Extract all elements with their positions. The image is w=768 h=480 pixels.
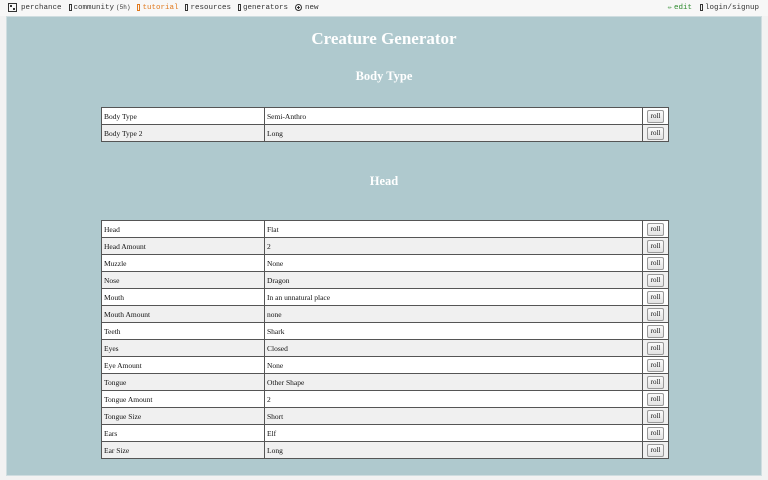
table-row	[102, 238, 669, 255]
nav-community[interactable]	[69, 4, 131, 12]
head-table	[101, 220, 669, 459]
nav-edit[interactable]	[668, 3, 692, 12]
row-value: 2	[265, 238, 643, 255]
roll-button[interactable]: roll	[647, 257, 665, 270]
roll-button[interactable]: roll	[647, 274, 665, 287]
nav-resources-label: resources	[190, 3, 231, 12]
table-row	[102, 408, 669, 425]
table-row	[102, 425, 669, 442]
roll-button[interactable]: roll	[647, 376, 665, 389]
roll-button[interactable]: roll	[647, 110, 665, 123]
nav-new[interactable]	[295, 4, 319, 12]
row-name: Tongue Amount	[102, 391, 265, 408]
row-value: Closed	[265, 340, 643, 357]
row-name: Head Amount	[102, 238, 265, 255]
nav-perchance[interactable]	[8, 3, 62, 12]
row-value: Long	[265, 442, 643, 459]
row-name: Tongue Size	[102, 408, 265, 425]
row-value: Shark	[265, 323, 643, 340]
table-row	[102, 306, 669, 323]
table-row	[102, 108, 669, 125]
table-row	[102, 442, 669, 459]
nav-resources[interactable]	[185, 4, 231, 12]
generators-icon	[238, 4, 241, 11]
nav-tutorial[interactable]	[137, 4, 178, 12]
roll-button[interactable]: roll	[647, 410, 665, 423]
row-name: Teeth	[102, 323, 265, 340]
row-value: Semi-Anthro	[265, 108, 643, 125]
row-value: 2	[265, 391, 643, 408]
roll-button[interactable]: roll	[647, 223, 665, 236]
row-name: Tongue	[102, 374, 265, 391]
user-icon	[700, 4, 703, 11]
roll-button[interactable]: roll	[647, 308, 665, 321]
nav-edit-label: edit	[673, 3, 692, 12]
table-row	[102, 323, 669, 340]
roll-button[interactable]: roll	[647, 291, 665, 304]
table-row	[102, 340, 669, 357]
roll-button[interactable]: roll	[647, 393, 665, 406]
row-name: Eye Amount	[102, 357, 265, 374]
roll-button[interactable]: roll	[647, 444, 665, 457]
row-name: Head	[102, 221, 265, 238]
row-value: none	[265, 306, 643, 323]
table-row	[102, 221, 669, 238]
roll-button[interactable]: roll	[647, 359, 665, 372]
chat-icon	[69, 4, 72, 11]
body-type-table	[101, 107, 669, 142]
roll-button[interactable]: roll	[647, 240, 665, 253]
table-row	[102, 125, 669, 142]
table-row	[102, 357, 669, 374]
roll-button[interactable]: roll	[647, 127, 665, 140]
nav-login-label: login/signup	[704, 3, 759, 12]
table-row	[102, 391, 669, 408]
row-value: In an unnatural place	[265, 289, 643, 306]
row-name: Muzzle	[102, 255, 265, 272]
row-name: Mouth Amount	[102, 306, 265, 323]
top-nav-bar	[0, 0, 768, 16]
table-row	[102, 272, 669, 289]
nav-generators[interactable]	[238, 4, 288, 12]
row-value: Long	[265, 125, 643, 142]
row-name: Body Type	[102, 108, 265, 125]
row-value: Flat	[265, 221, 643, 238]
pencil-icon: ✏	[667, 4, 672, 12]
row-value: None	[265, 255, 643, 272]
section-title-head: Head	[369, 174, 399, 188]
nav-left-group	[8, 3, 326, 12]
row-name: Mouth	[102, 289, 265, 306]
generator-panel	[6, 16, 762, 476]
nav-tutorial-label: tutorial	[142, 3, 179, 12]
plus-icon	[295, 4, 302, 11]
row-name: Ear Size	[102, 442, 265, 459]
dice-icon	[8, 3, 17, 12]
section-title-body-type: Body Type	[355, 69, 413, 83]
nav-login[interactable]	[700, 4, 759, 12]
table-row	[102, 374, 669, 391]
roll-button[interactable]: roll	[647, 342, 665, 355]
community-badge: (5h)	[116, 4, 131, 11]
resources-icon	[185, 4, 188, 11]
nav-community-label: community	[73, 3, 115, 12]
row-name: Body Type 2	[102, 125, 265, 142]
page-title: Creature Generator	[311, 29, 457, 48]
nav-right-group	[660, 3, 759, 12]
nav-perchance-label: perchance	[21, 3, 62, 12]
row-value: Other Shape	[265, 374, 643, 391]
row-value: Short	[265, 408, 643, 425]
roll-button[interactable]: roll	[647, 325, 665, 338]
nav-new-label: new	[304, 3, 319, 12]
row-value: Dragon	[265, 272, 643, 289]
row-value: None	[265, 357, 643, 374]
row-name: Eyes	[102, 340, 265, 357]
book-icon	[137, 4, 140, 11]
roll-button[interactable]: roll	[647, 427, 665, 440]
row-name: Nose	[102, 272, 265, 289]
table-row	[102, 255, 669, 272]
row-name: Ears	[102, 425, 265, 442]
nav-generators-label: generators	[242, 3, 288, 12]
row-value: Elf	[265, 425, 643, 442]
table-row	[102, 289, 669, 306]
